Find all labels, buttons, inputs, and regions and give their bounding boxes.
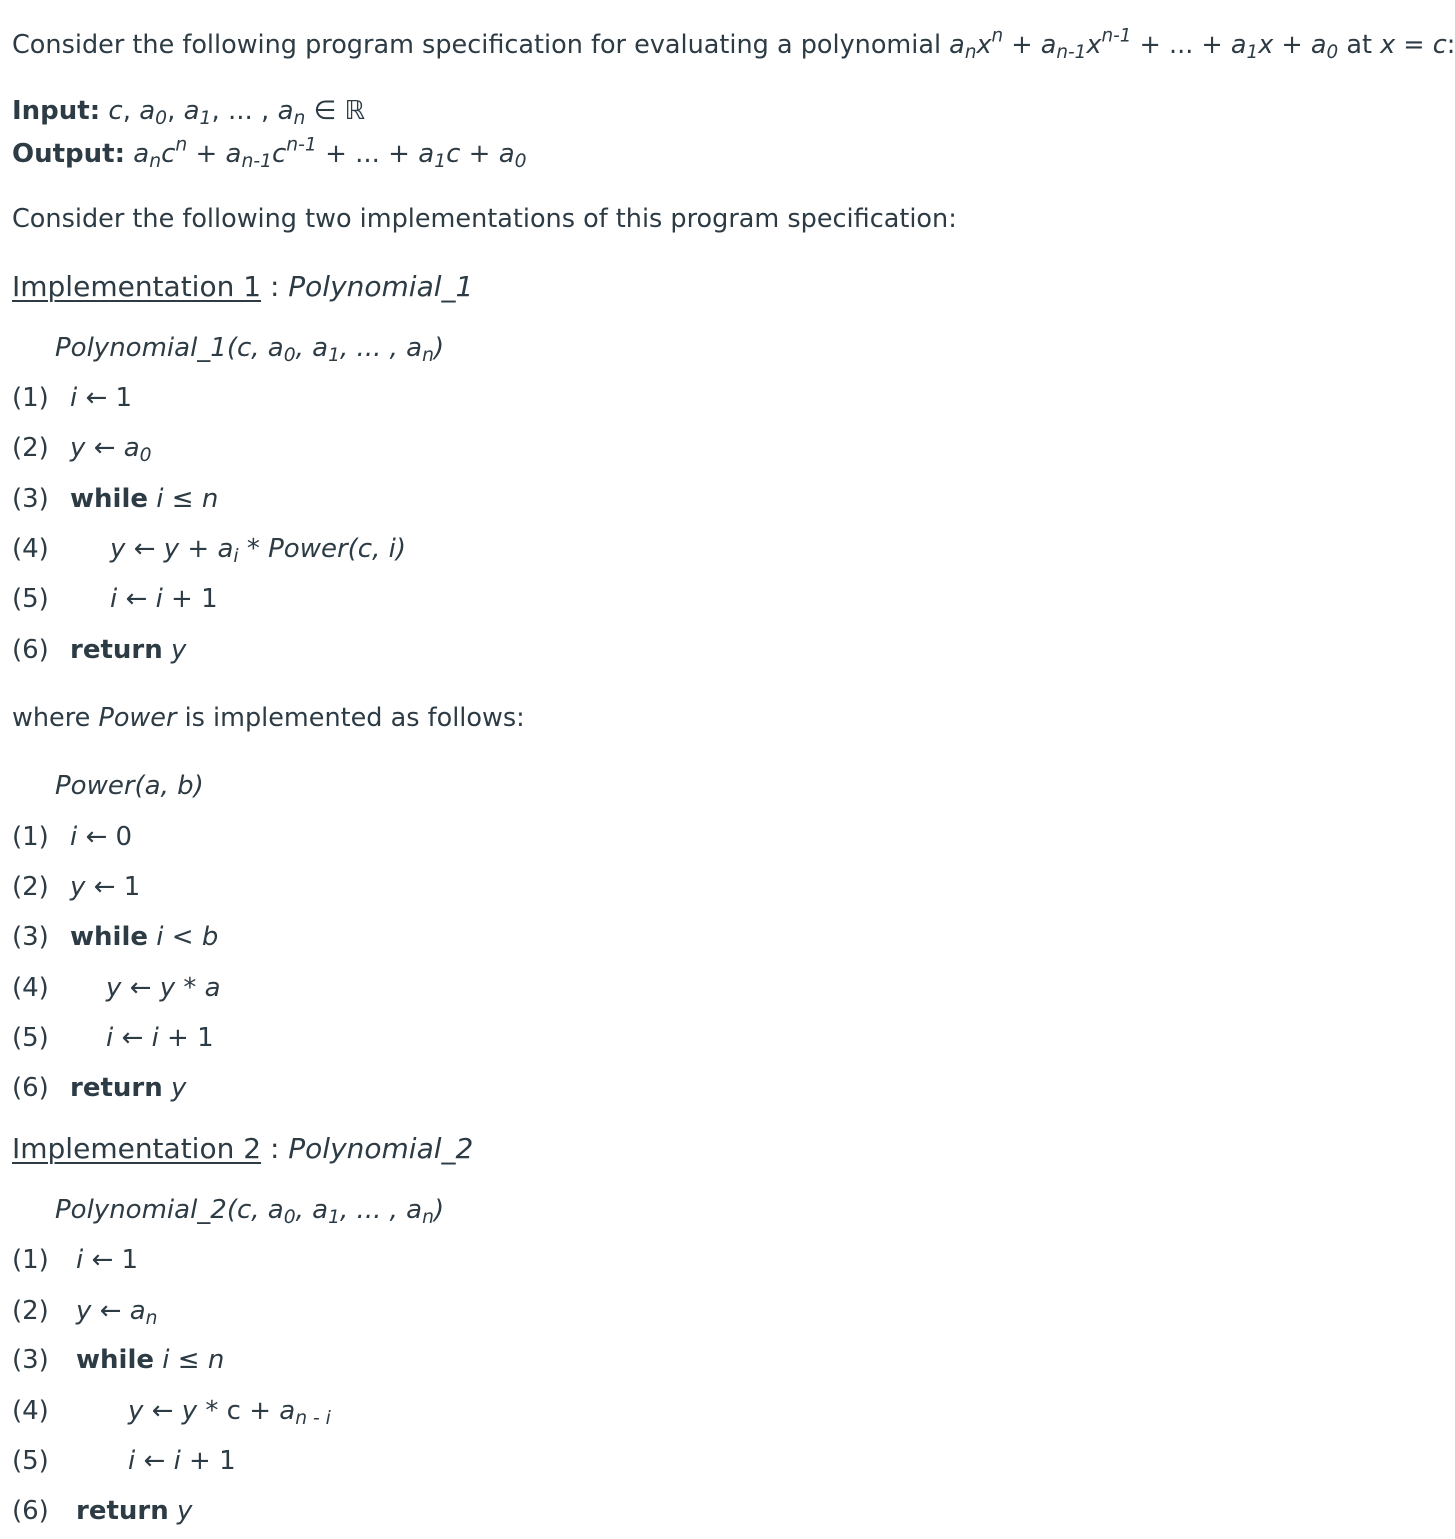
- transition-sentence: Consider the following two implementations of this program specification:: [12, 204, 957, 234]
- keyword-return: return: [70, 635, 163, 665]
- power-line-5: (5) i ← i + 1: [12, 1023, 214, 1053]
- line-number: (1): [12, 822, 49, 852]
- power-line-4: (4) y ← y * a: [12, 973, 221, 1003]
- impl1-signature-name: Polynomial_1: [55, 333, 227, 363]
- impl2-heading: Implementation 2 : Polynomial_2: [12, 1132, 474, 1165]
- output-spec: [12, 134, 527, 173]
- keyword-return: return: [76, 1496, 169, 1526]
- keyword-while: while: [70, 484, 148, 514]
- impl1-line-4: (4) y ← $y + a_i$ * Power(c, i): [12, 534, 406, 568]
- impl2-name: Polynomial_2: [288, 1132, 474, 1165]
- impl2-line-3: (3) while i ≤ n: [12, 1345, 225, 1375]
- impl1-line-5: (5) i ← i + 1: [12, 584, 218, 614]
- impl2-signature-name: Polynomial_2: [55, 1195, 227, 1225]
- line-number: (5): [12, 1023, 49, 1053]
- impl2-line-2: (2) y ← $a_n$: [12, 1296, 158, 1330]
- line-number: (6): [12, 1073, 49, 1103]
- impl2-line-4: (4) y ← $y * c + a_{n - i}$: [12, 1396, 331, 1430]
- line-number: (4): [12, 973, 49, 1003]
- impl1-name: Polynomial_1: [288, 270, 474, 303]
- line-number: (6): [12, 635, 49, 665]
- impl1-line-3: (3) while i ≤ n: [12, 484, 219, 514]
- intro-at: at: [1346, 30, 1372, 60]
- line-number: (3): [12, 1345, 49, 1375]
- line-number: (3): [12, 484, 49, 514]
- impl1-line-6: (6) return y: [12, 635, 187, 665]
- power-line-6: (6) return y: [12, 1073, 187, 1103]
- power-intro-before: where: [12, 703, 91, 733]
- power-signature-text: Power(a, b): [55, 771, 204, 801]
- impl1-heading-label: Implementation 1: [12, 270, 262, 303]
- impl1-line-2: (2) y ← $a_0$: [12, 433, 152, 467]
- power-intro-after: is implemented as follows:: [184, 703, 525, 733]
- power-line-1: (1) i ← 0: [12, 822, 133, 852]
- polynomial-expression: $a_nx^n + a_{n-1}x^{n-1}$ + ... + $a_1x + a_0$: [949, 25, 1339, 64]
- line-number: (4): [12, 1396, 49, 1426]
- impl2-heading-label: Implementation 2: [12, 1132, 262, 1165]
- power-intro-name: Power: [98, 703, 177, 733]
- line-number: (5): [12, 584, 49, 614]
- line-number: (1): [12, 383, 49, 413]
- line-number: (6): [12, 1496, 49, 1526]
- line-number: (5): [12, 1446, 49, 1476]
- line-number: (2): [12, 872, 49, 902]
- line-number: (2): [12, 433, 49, 463]
- impl1-line-1: (1) i ← 1: [12, 383, 133, 413]
- intro-sentence: [12, 25, 1455, 64]
- evaluation-point: x = c:: [1380, 30, 1455, 60]
- impl1-heading: Implementation 1 : Polynomial_1: [12, 270, 474, 303]
- impl2-signature: Polynomial_2(c, $a_0$, $a_1$, ... , $a_n$): [55, 1195, 445, 1229]
- power-intro: [12, 703, 525, 734]
- impl1-signature: Polynomial_1(c, $a_0$, $a_1$, ... , $a_n$): [55, 333, 445, 367]
- impl2-line-1: (1) i ← 1: [12, 1245, 139, 1275]
- keyword-return: return: [70, 1073, 163, 1103]
- power-line-3: (3) while i < b: [12, 922, 219, 952]
- line-number: (1): [12, 1245, 49, 1275]
- line-number: (3): [12, 922, 49, 952]
- power-signature: [55, 771, 204, 802]
- keyword-while: while: [76, 1345, 154, 1375]
- line-number: (2): [12, 1296, 49, 1326]
- input-expression: c, $a_0$, $a_1$, ... , $a_n$ ∈ ℝ: [108, 96, 366, 130]
- impl2-line-6: (6) return y: [12, 1496, 193, 1526]
- power-line-2: (2) y ← 1: [12, 872, 141, 902]
- output-expression: $a_nc^n + a_{n-1}c^{n-1}$ + ... + $a_1c + a_0$: [133, 134, 527, 173]
- output-label: Output:: [12, 139, 125, 169]
- input-spec: [12, 96, 366, 130]
- input-label: Input:: [12, 96, 101, 126]
- intro-text: Consider the following program specification for evaluating a polynomial: [12, 30, 942, 60]
- keyword-while: while: [70, 922, 148, 952]
- line-number: (4): [12, 534, 49, 564]
- impl2-line-5: (5) i ← i + 1: [12, 1446, 236, 1476]
